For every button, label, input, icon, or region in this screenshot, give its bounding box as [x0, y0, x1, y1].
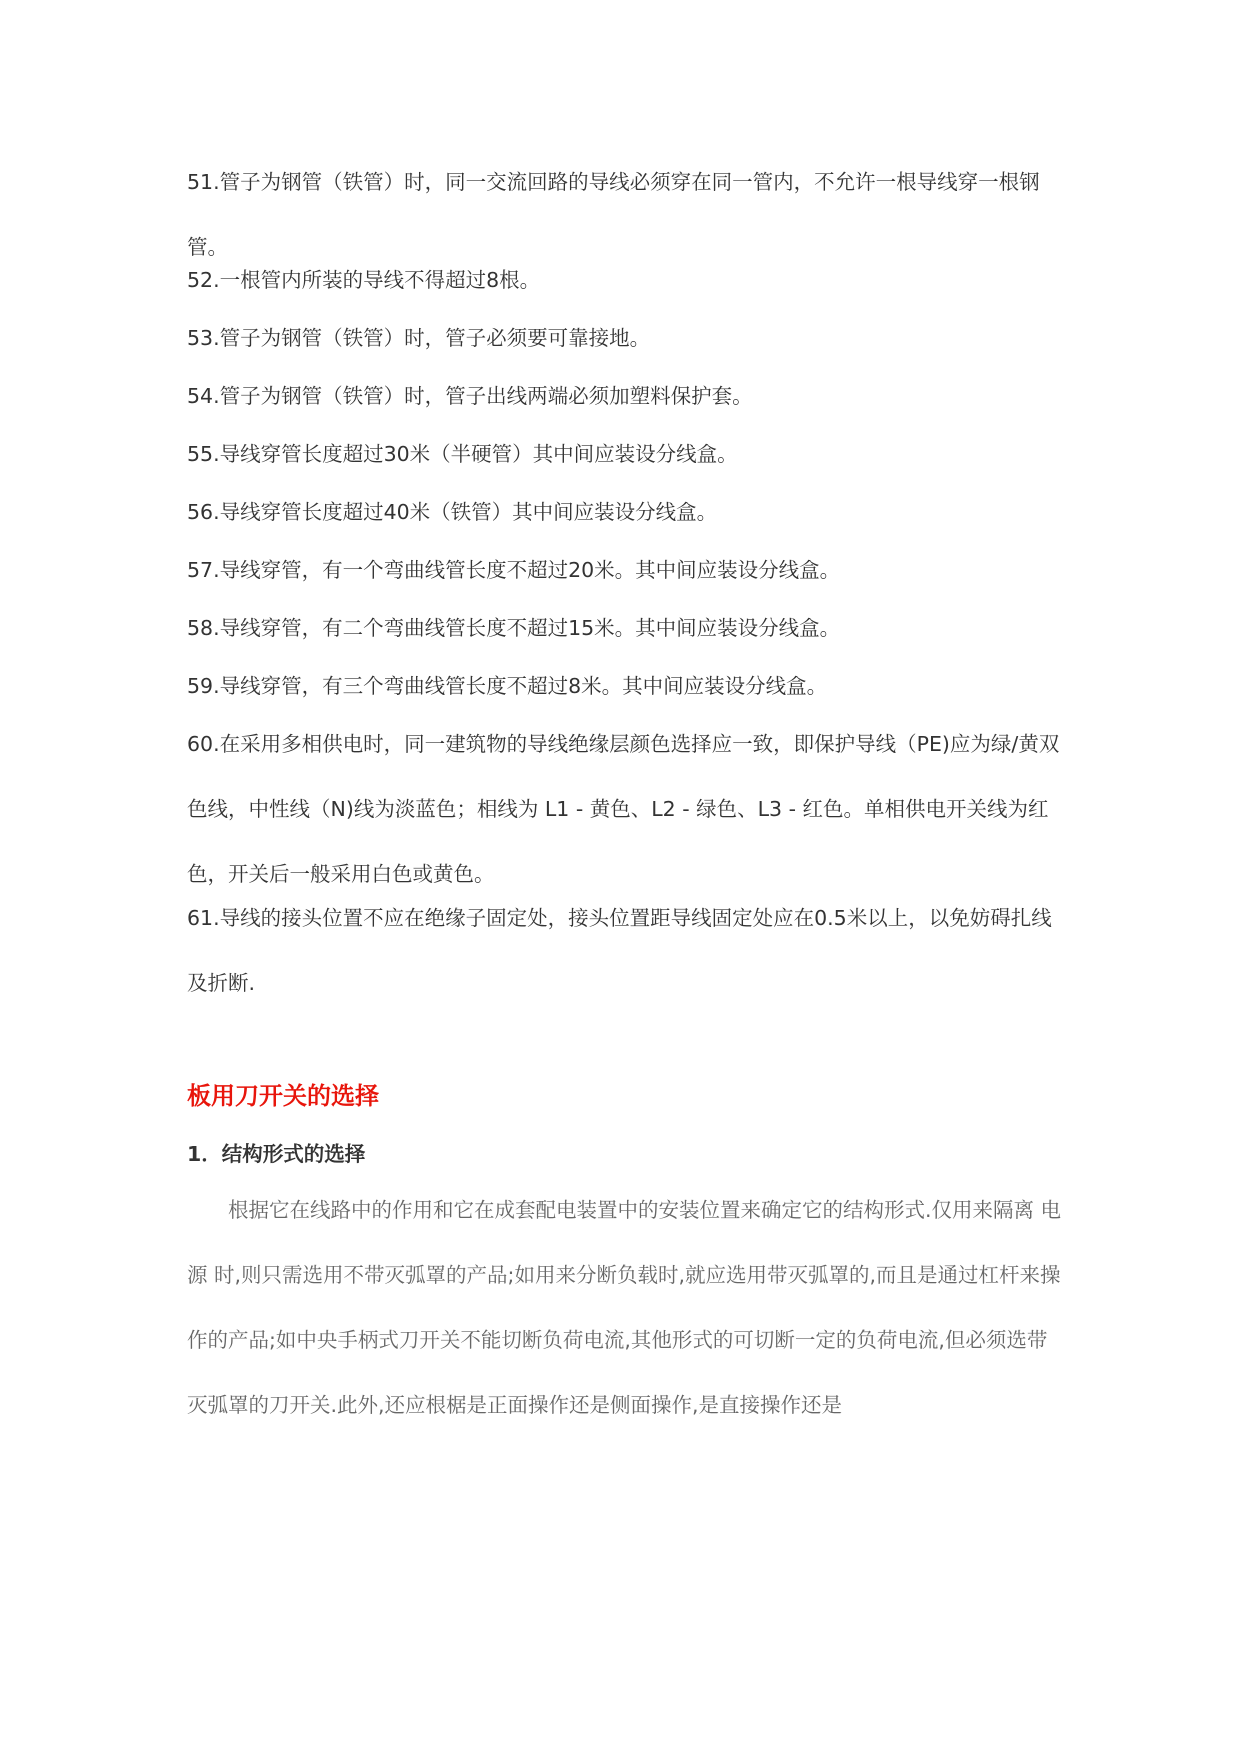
document-page — [187, 0, 1067, 1754]
section-heading: 板用刀开关的选择 — [187, 1082, 379, 1110]
list-item-58: 58.导线穿管，有二个弯曲线管长度不超过15米。其中间应装设分线盒。 — [187, 616, 841, 640]
list-item-61: 61.导线的接头位置不应在绝缘子固定处，接头位置距导线固定处应在0.5米以上，以免妨碍扎线及折断. — [187, 906, 1052, 995]
section-paragraph: 根据它在线路中的作用和它在成套配电装置中的安装位置来确定它的结构形式.仅用来隔离 电源 时,则只需选用不带灭弧罩的产品;如用来分断负载时,就应选用带灭弧罩的,而且是通过杠杆来操作的产品;如中央手柄式刀开关不能切断负荷电流,其他形式的可切断一定的负荷电流,但必须选带灭弧罩的刀开关.此外,还应根椐是正面操作还是侧面操作,是直接操作还是 — [187, 1198, 1062, 1417]
list-item-51: 51.管子为钢管（铁管）时，同一交流回路的导线必须穿在同一管内，不允许一根导线穿一根钢管。 — [187, 170, 1040, 259]
list-item-60: 60.在采用多相供电时，同一建筑物的导线绝缘层颜色选择应一致，即保护导线（PE)应为绿/黄双色线，中性线（N)线为淡蓝色；相线为 L1 - 黄色、L2 - 绿色、L3 - 红色。单相供电开关线为红色，开关后一般采用白色或黄色。 — [187, 732, 1060, 886]
list-item-54: 54.管子为钢管（铁管）时，管子出线两端必须加塑料保护套。 — [187, 384, 753, 408]
list-item-57: 57.导线穿管，有一个弯曲线管长度不超过20米。其中间应装设分线盒。 — [187, 558, 841, 582]
list-item-55: 55.导线穿管长度超过30米（半硬管）其中间应装设分线盒。 — [187, 442, 738, 466]
list-item-59: 59.导线穿管，有三个弯曲线管长度不超过8米。其中间应装设分线盒。 — [187, 674, 828, 698]
list-item-52: 52.一根管内所装的导线不得超过8根。 — [187, 268, 541, 292]
list-item-53: 53.管子为钢管（铁管）时，管子必须要可靠接地。 — [187, 326, 651, 350]
list-item-56: 56.导线穿管长度超过40米（铁管）其中间应装设分线盒。 — [187, 500, 718, 524]
section-subheading: 1．结构形式的选择 — [187, 1142, 366, 1166]
